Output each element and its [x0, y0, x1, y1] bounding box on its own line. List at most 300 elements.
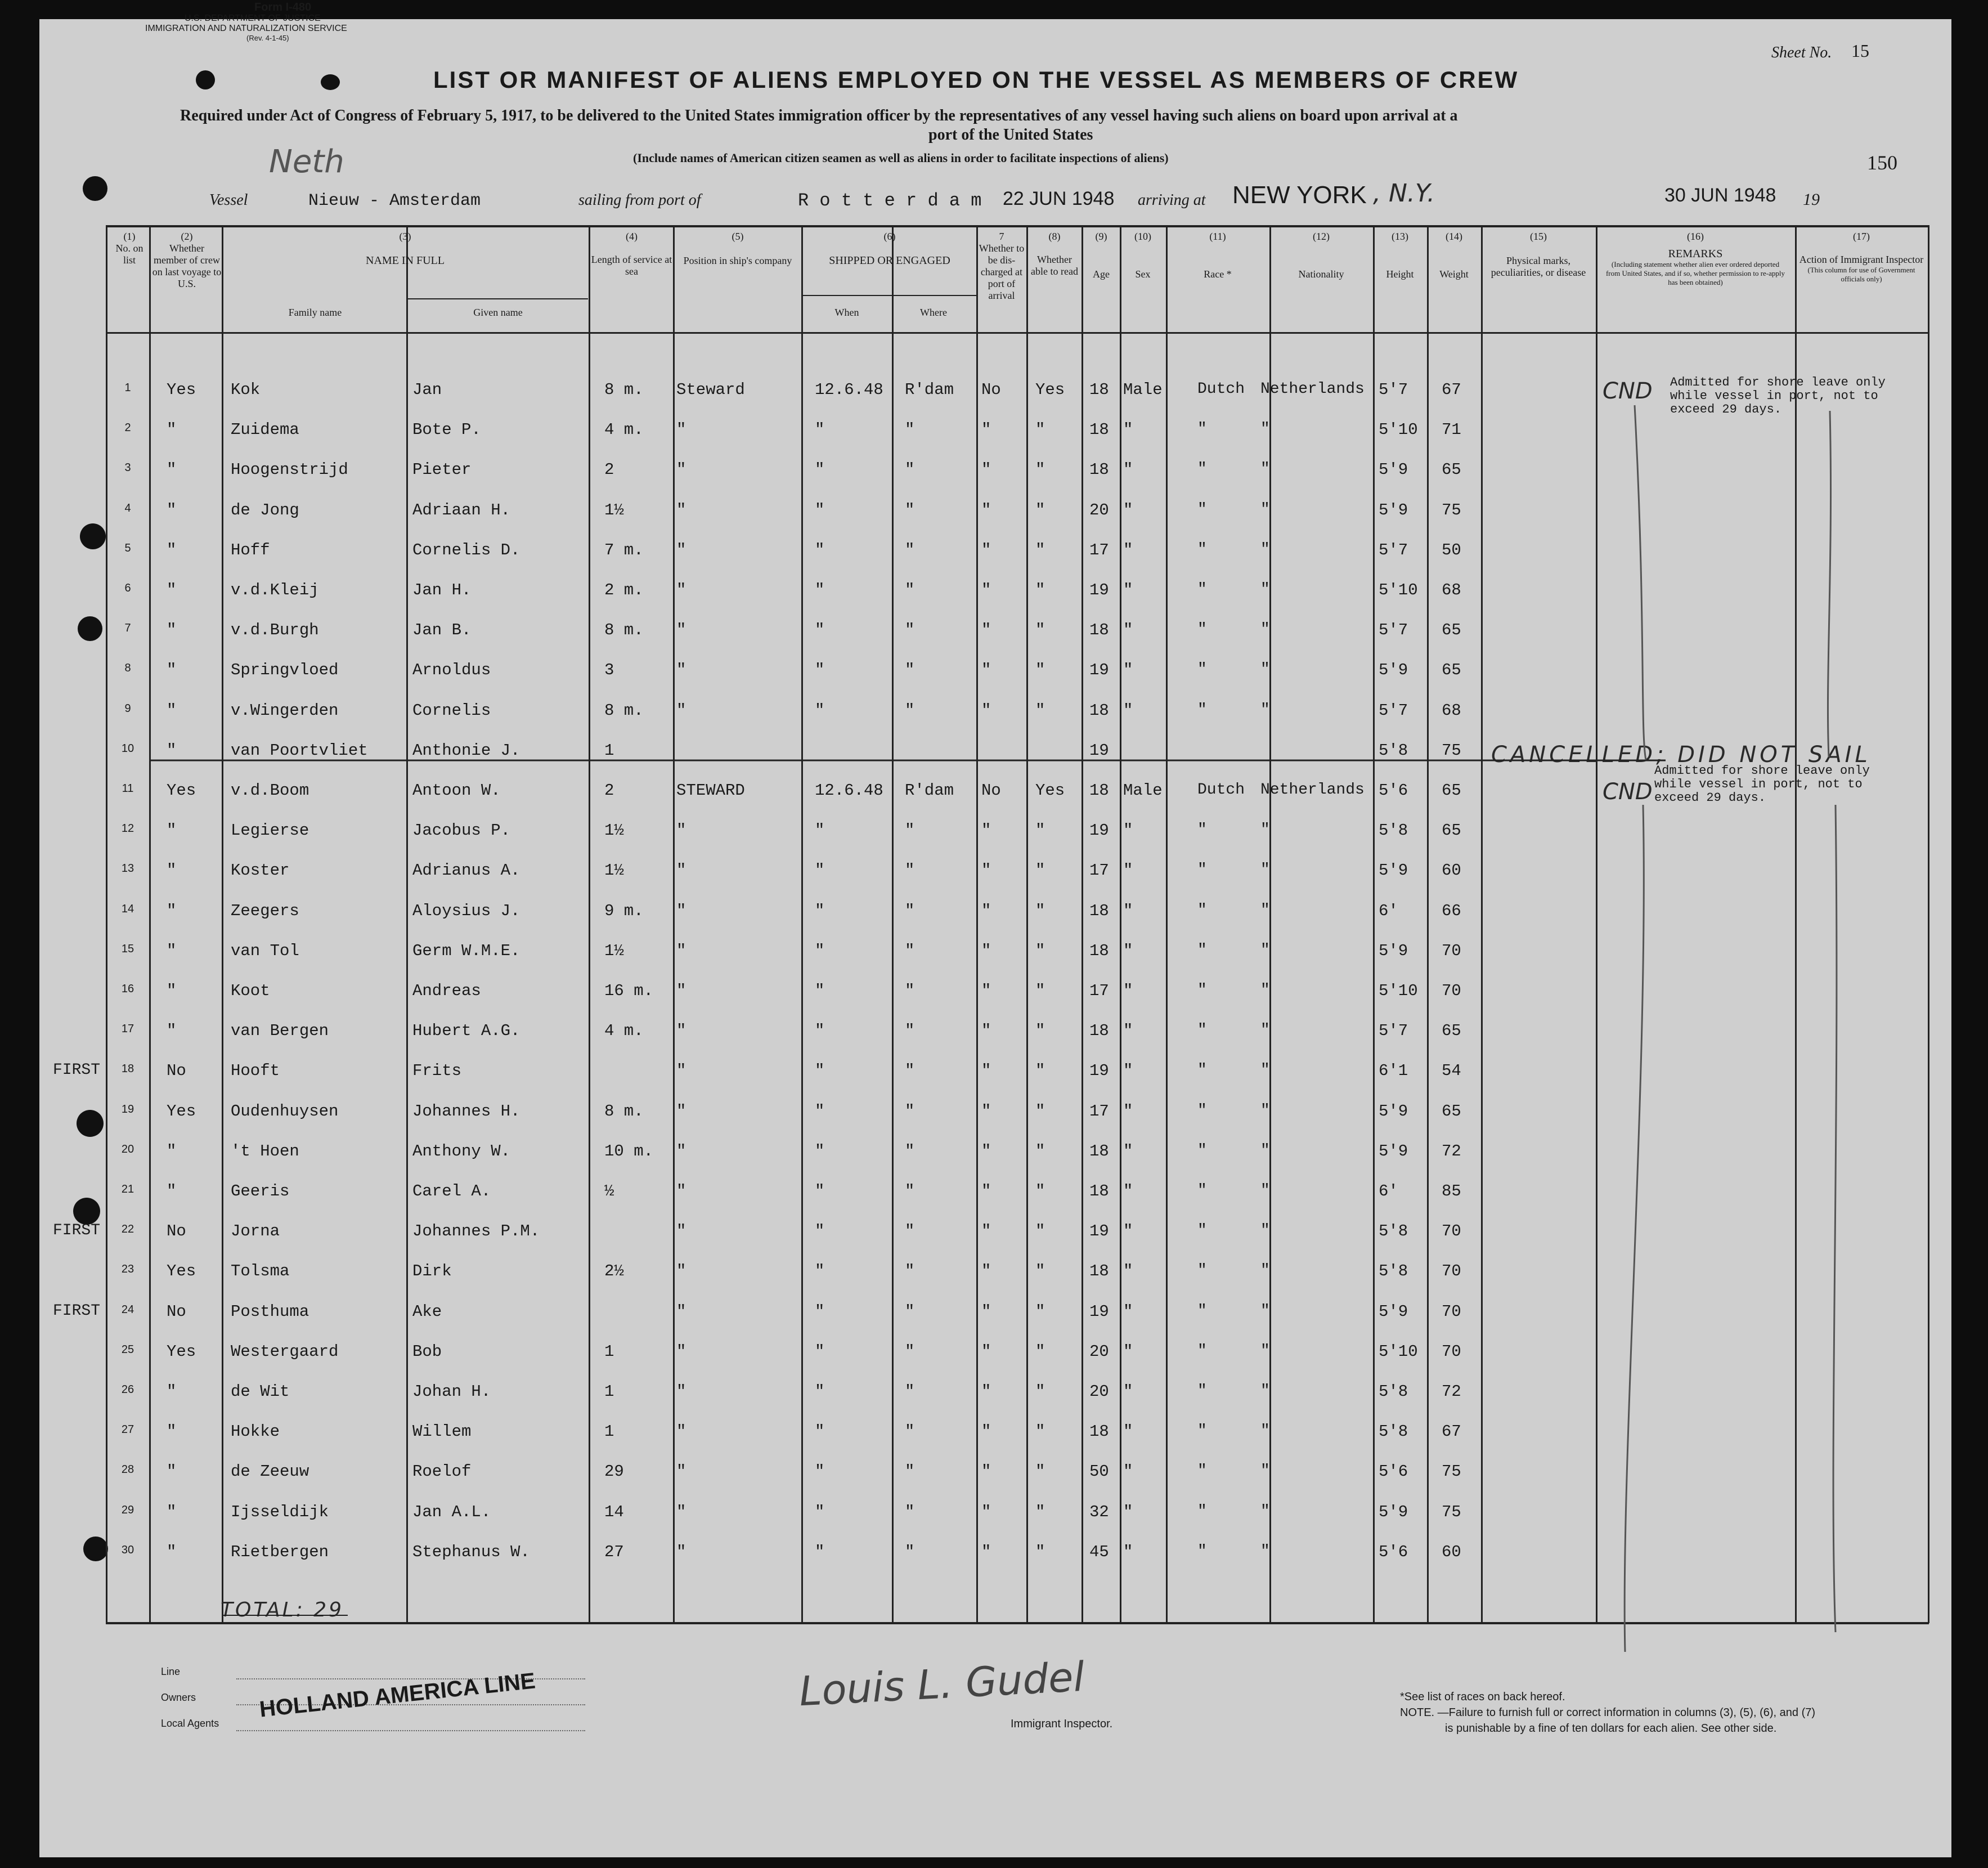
cell-age: 18 [1089, 1022, 1109, 1040]
row-number: 17 [121, 1023, 134, 1035]
cell-sex: " [1123, 1503, 1133, 1521]
cell-age: 19 [1089, 1061, 1109, 1080]
cell-nationality: " [1260, 861, 1270, 879]
cell-crew-last-voyage: Yes [167, 781, 196, 800]
col-11-header: (11) Race * [1204, 231, 1232, 280]
cell-able-to-read: " [1035, 1142, 1045, 1161]
cell-crew-last-voyage: " [167, 821, 177, 840]
cell-service-length: 1 [604, 1382, 614, 1401]
cell-shipped-when: " [815, 982, 825, 1000]
cell-given-name: Johannes P.M. [412, 1222, 540, 1240]
cell-shipped-when: " [815, 861, 825, 880]
when-header: When [834, 307, 859, 318]
cell-discharge: " [981, 1182, 991, 1200]
ditto-line [1833, 805, 1837, 1632]
cell-race: " [1197, 1462, 1207, 1480]
handwritten-mark: Neth [269, 144, 344, 180]
cell-shipped-where: " [905, 1262, 915, 1280]
cell-age: 19 [1089, 821, 1109, 840]
form-number: Form I-480 [254, 1, 312, 14]
cell-able-to-read: " [1035, 1182, 1045, 1200]
cell-service-length: 1 [604, 1422, 614, 1441]
cell-crew-last-voyage: " [167, 661, 177, 679]
cell-family-name: van Tol [231, 942, 299, 960]
cell-age: 32 [1089, 1503, 1109, 1521]
cell-position: " [676, 861, 686, 880]
cell-discharge: " [981, 942, 991, 960]
row-number: 30 [121, 1544, 134, 1556]
cell-discharge: " [981, 1422, 991, 1441]
cell-discharge: " [981, 1543, 991, 1561]
cell-age: 19 [1089, 1302, 1109, 1321]
first-trip-mark: FIRST [53, 1222, 101, 1239]
cell-family-name: Rietbergen [231, 1543, 329, 1561]
cell-discharge: " [981, 1382, 991, 1401]
inspector-signature: Louis L. Gudel [798, 1652, 1086, 1715]
cell-position: " [676, 581, 686, 599]
cell-crew-last-voyage: " [167, 741, 177, 760]
cell-shipped-when: " [815, 1543, 825, 1561]
cell-nationality: " [1260, 420, 1270, 438]
cell-crew-last-voyage: " [167, 701, 177, 720]
cell-age: 20 [1089, 1342, 1109, 1361]
cell-weight: 65 [1442, 460, 1461, 479]
cell-able-to-read: " [1035, 1262, 1045, 1280]
cell-discharge: " [981, 1302, 991, 1321]
cell-race: " [1197, 420, 1207, 438]
cell-age: 19 [1089, 661, 1109, 679]
cell-family-name: Posthuma [231, 1302, 309, 1321]
cell-position: " [676, 1022, 686, 1040]
cell-given-name: Andreas [412, 982, 481, 1000]
cell-height: 5'7 [1379, 701, 1408, 720]
cell-height: 5'7 [1379, 541, 1408, 559]
cell-race: " [1197, 1142, 1207, 1159]
cell-height: 5'9 [1379, 661, 1408, 679]
cell-sex: " [1123, 1022, 1133, 1040]
cell-service-length: 16 m. [604, 982, 654, 1000]
ditto-line [1624, 805, 1644, 1652]
cell-age: 17 [1089, 541, 1109, 559]
cell-race: " [1197, 821, 1207, 839]
cell-able-to-read: " [1035, 1102, 1045, 1121]
cell-discharge: " [981, 1342, 991, 1361]
cell-able-to-read: " [1035, 541, 1045, 559]
cell-service-length: 7 m. [604, 541, 644, 559]
cell-crew-last-voyage: Yes [167, 1102, 196, 1121]
cell-crew-last-voyage: " [167, 1503, 177, 1521]
cell-shipped-when: " [815, 621, 825, 639]
cell-race: " [1197, 621, 1207, 638]
cell-able-to-read: " [1035, 1022, 1045, 1040]
cell-shipped-where: " [905, 861, 915, 880]
cell-shipped-when: " [815, 1342, 825, 1361]
row-number: 14 [121, 903, 134, 915]
family-name-header: Family name [288, 307, 342, 318]
cell-able-to-read: " [1035, 1302, 1045, 1321]
cell-shipped-when: " [815, 1462, 825, 1481]
cell-sex: " [1123, 1182, 1133, 1200]
holland-america-stamp: HOLLAND AMERICA LINE [258, 1668, 537, 1722]
row-number: 24 [121, 1303, 134, 1316]
cell-shipped-where: " [905, 541, 915, 559]
cell-nationality: Netherlands [1260, 380, 1365, 398]
cell-height: 6' [1379, 1182, 1398, 1200]
cell-family-name: van Bergen [231, 1022, 329, 1040]
col-7-header: 7 Whether to be dis-charged at port of arrival [979, 231, 1025, 301]
cell-service-length: 8 m. [604, 380, 644, 399]
cell-able-to-read: Yes [1035, 380, 1065, 399]
cell-age: 18 [1089, 1422, 1109, 1441]
cell-weight: 75 [1442, 1462, 1461, 1481]
cell-race: " [1197, 942, 1207, 959]
cell-shipped-when: " [815, 701, 825, 720]
cell-crew-last-voyage: " [167, 861, 177, 880]
cell-family-name: Springvloed [231, 661, 339, 679]
cell-weight: 85 [1442, 1182, 1461, 1200]
cell-position: " [676, 661, 686, 679]
cell-service-length: 1½ [604, 861, 624, 880]
cell-given-name: Jan [412, 380, 442, 399]
cell-sex: " [1123, 701, 1133, 720]
cell-discharge: No [981, 781, 1001, 800]
cell-shipped-when: " [815, 1503, 825, 1521]
page-title: LIST OR MANIFEST OF ALIENS EMPLOYED ON THE VESSEL AS MEMBERS OF CREW [433, 66, 1519, 93]
cell-shipped-where: " [905, 1302, 915, 1321]
cell-family-name: de Zeeuw [231, 1462, 309, 1481]
cell-able-to-read: " [1035, 942, 1045, 960]
cell-able-to-read: " [1035, 1061, 1045, 1080]
shore-leave-remark-2: Admitted for shore leave only while vessel in port, not to exceed 29 days. [1654, 764, 1870, 805]
cell-age: 45 [1089, 1543, 1109, 1561]
agents-field [236, 1730, 585, 1731]
cell-discharge: " [981, 1061, 991, 1080]
cell-race: " [1197, 1022, 1207, 1039]
cell-family-name: de Jong [231, 501, 299, 519]
cell-nationality: " [1260, 1061, 1270, 1079]
cell-service-length: 2½ [604, 1262, 624, 1280]
row-number: 7 [124, 622, 131, 634]
cell-service-length: 8 m. [604, 1102, 644, 1121]
cell-family-name: de Wit [231, 1382, 290, 1401]
cell-weight: 70 [1442, 982, 1461, 1000]
cell-age: 18 [1089, 942, 1109, 960]
cell-sex: " [1123, 902, 1133, 920]
cell-given-name: Cornelis [412, 701, 491, 720]
cell-age: 17 [1089, 1102, 1109, 1121]
cell-able-to-read: " [1035, 982, 1045, 1000]
cell-position: STEWARD [676, 781, 745, 800]
cell-position: " [676, 1182, 686, 1200]
cell-crew-last-voyage: Yes [167, 1262, 196, 1280]
cell-shipped-when: " [815, 460, 825, 479]
cell-age: 17 [1089, 982, 1109, 1000]
cell-weight: 65 [1442, 1102, 1461, 1121]
cell-nationality: " [1260, 1503, 1270, 1520]
cell-age: 18 [1089, 1262, 1109, 1280]
cell-position: " [676, 1382, 686, 1401]
cell-sex: " [1123, 1302, 1133, 1321]
cell-height: 5'8 [1379, 1222, 1408, 1240]
cell-able-to-read: " [1035, 621, 1045, 639]
cell-shipped-where: " [905, 982, 915, 1000]
cell-sex: " [1123, 661, 1133, 679]
cell-nationality: " [1260, 1142, 1270, 1159]
cell-crew-last-voyage: " [167, 1382, 177, 1401]
cell-given-name: Germ W.M.E. [412, 942, 520, 960]
cell-weight: 70 [1442, 1262, 1461, 1280]
cell-family-name: Hoff [231, 541, 270, 559]
col-16-header: (16) REMARKS (Including statement whether alien ever ordered deported from United States, and if so, whether permission to re-apply has been obtained) [1605, 231, 1785, 286]
cell-crew-last-voyage: " [167, 460, 177, 479]
cell-crew-last-voyage: " [167, 942, 177, 960]
cell-height: 5'8 [1379, 1382, 1408, 1401]
col-3-header: (3) NAME IN FULL [366, 231, 445, 267]
cell-race: " [1197, 861, 1207, 879]
cell-sex: " [1123, 1061, 1133, 1080]
cell-height: 5'6 [1379, 781, 1408, 800]
cell-family-name: Ijsseldijk [231, 1503, 329, 1521]
cell-weight: 67 [1442, 380, 1461, 399]
cell-given-name: Jan H. [412, 581, 472, 599]
cell-sex: " [1123, 1222, 1133, 1240]
cell-family-name: Geeris [231, 1182, 290, 1200]
cell-family-name: Oudenhuysen [231, 1102, 339, 1121]
cell-crew-last-voyage: " [167, 1142, 177, 1161]
cell-weight: 60 [1442, 861, 1461, 880]
row-number: 16 [121, 983, 134, 995]
cell-race: " [1197, 1382, 1207, 1400]
cell-nationality: " [1260, 1182, 1270, 1199]
cell-able-to-read: " [1035, 701, 1045, 720]
cell-height: 5'6 [1379, 1543, 1408, 1561]
row-number: 20 [121, 1143, 134, 1155]
cell-height: 6' [1379, 902, 1398, 920]
cell-weight: 65 [1442, 621, 1461, 639]
row-number: 3 [124, 462, 131, 474]
cell-nationality: " [1260, 1102, 1270, 1119]
cell-service-length: 1½ [604, 942, 624, 960]
cell-able-to-read: " [1035, 902, 1045, 920]
cell-race: Dutch [1197, 781, 1245, 799]
cell-nationality: " [1260, 1543, 1270, 1560]
cell-service-length: 8 m. [604, 701, 644, 720]
row-number: 12 [121, 822, 134, 835]
cell-weight: 65 [1442, 1022, 1461, 1040]
cell-height: 5'8 [1379, 821, 1408, 840]
cell-nationality: " [1260, 621, 1270, 638]
cell-discharge: " [981, 902, 991, 920]
cell-position: " [676, 420, 686, 439]
cell-age: 18 [1089, 1182, 1109, 1200]
cell-given-name: Hubert A.G. [412, 1022, 520, 1040]
cell-weight: 75 [1442, 1503, 1461, 1521]
cell-weight: 72 [1442, 1382, 1461, 1401]
cell-position: " [676, 1462, 686, 1481]
cell-race: " [1197, 902, 1207, 919]
cell-age: 18 [1089, 1142, 1109, 1161]
cell-weight: 70 [1442, 1302, 1461, 1321]
row-number: 11 [122, 782, 134, 795]
arrival-date: 30 JUN 1948 [1664, 185, 1776, 206]
cell-height: 5'7 [1379, 621, 1408, 639]
cell-shipped-where: " [905, 1061, 915, 1080]
cell-weight: 54 [1442, 1061, 1461, 1080]
cell-given-name: Anthonie J. [412, 741, 520, 760]
cell-shipped-when: " [815, 1022, 825, 1040]
cell-age: 20 [1089, 501, 1109, 519]
cell-nationality: " [1260, 982, 1270, 999]
cell-height: 5'9 [1379, 1302, 1408, 1321]
cell-shipped-where: " [905, 1503, 915, 1521]
cell-weight: 75 [1442, 741, 1461, 760]
cell-family-name: Kok [231, 380, 261, 399]
cell-weight: 68 [1442, 581, 1461, 599]
cell-shipped-where: " [905, 621, 915, 639]
cell-height: 5'9 [1379, 501, 1408, 519]
cell-age: 19 [1089, 1222, 1109, 1240]
cell-family-name: Legierse [231, 821, 309, 840]
cell-shipped-when: " [815, 1142, 825, 1161]
cell-weight: 71 [1442, 420, 1461, 439]
cell-given-name: Cornelis D. [412, 541, 520, 559]
cell-given-name: Arnoldus [412, 661, 491, 679]
cell-weight: 65 [1442, 821, 1461, 840]
cell-shipped-where: " [905, 1543, 915, 1561]
cell-sex: " [1123, 1382, 1133, 1401]
cell-age: 18 [1089, 701, 1109, 720]
cell-shipped-where: R'dam [905, 781, 954, 800]
cell-position: " [676, 1342, 686, 1361]
cell-height: 5'9 [1379, 861, 1408, 880]
cell-crew-last-voyage: Yes [167, 380, 196, 399]
department-label: U.S. DEPARTMENT OF JUSTICE [185, 14, 321, 23]
cell-given-name: Dirk [412, 1262, 452, 1280]
col-14-header: (14) Weight [1439, 231, 1469, 280]
row-number: 13 [121, 862, 134, 875]
cell-family-name: Koot [231, 982, 270, 1000]
cell-discharge: " [981, 460, 991, 479]
cell-sex: " [1123, 942, 1133, 960]
cell-service-length: 1 [604, 741, 614, 760]
cell-height: 5'6 [1379, 1462, 1408, 1481]
cell-shipped-when: " [815, 1382, 825, 1401]
cell-height: 5'9 [1379, 1142, 1408, 1161]
cell-position: " [676, 1061, 686, 1080]
cell-position: " [676, 1262, 686, 1280]
row-number: 29 [121, 1504, 134, 1516]
cell-able-to-read: " [1035, 821, 1045, 840]
cell-age: 20 [1089, 1382, 1109, 1401]
cell-shipped-where: " [905, 1342, 915, 1361]
cell-height: 5'10 [1379, 1342, 1418, 1361]
cell-discharge: No [981, 380, 1001, 399]
col-17-header: (17) Action of Immigrant Inspector (This column for use of Government officials only) [1799, 231, 1924, 283]
cell-age: 19 [1089, 581, 1109, 599]
cell-family-name: Zuidema [231, 420, 299, 439]
cell-nationality: " [1260, 701, 1270, 719]
cell-able-to-read: " [1035, 1462, 1045, 1481]
cell-race: " [1197, 1543, 1207, 1560]
cell-given-name: Stephanus W. [412, 1543, 530, 1561]
cell-family-name: van Poortvliet [231, 741, 368, 760]
cell-sex: " [1123, 1142, 1133, 1161]
row-number: 21 [121, 1183, 134, 1195]
cell-able-to-read: " [1035, 861, 1045, 880]
cell-race: " [1197, 1262, 1207, 1279]
col-12-header: (12) Nationality [1298, 231, 1344, 280]
col-15-header: (15) Physical marks, peculiarities, or disease [1491, 231, 1586, 278]
where-header: Where [920, 307, 947, 318]
page-number: 150 [1867, 151, 1897, 174]
cell-shipped-where: " [905, 821, 915, 840]
cell-discharge: " [981, 701, 991, 720]
cell-crew-last-voyage: " [167, 1462, 177, 1481]
cell-discharge: " [981, 501, 991, 519]
cell-sex: " [1123, 420, 1133, 439]
cell-discharge: " [981, 982, 991, 1000]
cell-able-to-read: " [1035, 1382, 1045, 1401]
col-13-header: (13) Height [1386, 231, 1414, 280]
cell-crew-last-voyage: " [167, 420, 177, 439]
cell-race: " [1197, 1102, 1207, 1119]
cell-sex: " [1123, 861, 1133, 880]
fine-note-1: NOTE. —Failure to furnish full or correct information in columns (3), (5), (6), and (7) [1400, 1706, 1816, 1719]
row-number: 1 [124, 382, 131, 394]
cell-sex: " [1123, 501, 1133, 519]
cell-position: " [676, 902, 686, 920]
cell-height: 5'9 [1379, 942, 1408, 960]
row-number: 26 [121, 1383, 134, 1396]
cell-weight: 67 [1442, 1422, 1461, 1441]
cell-service-length: 1½ [604, 821, 624, 840]
cell-race: " [1197, 1422, 1207, 1440]
cell-shipped-where: " [905, 460, 915, 479]
cell-height: 5'8 [1379, 1262, 1408, 1280]
cell-position: Steward [676, 380, 745, 399]
cell-position: " [676, 1422, 686, 1441]
cell-weight: 68 [1442, 701, 1461, 720]
col-9-header: (9) Age [1093, 231, 1110, 280]
cell-weight: 60 [1442, 1543, 1461, 1561]
cell-family-name: v.d.Boom [231, 781, 309, 800]
cell-age: 18 [1089, 621, 1109, 639]
row-number: 18 [121, 1063, 134, 1075]
col-5-header: (5) Position in ship's company [683, 231, 792, 266]
cell-height: 5'9 [1379, 1503, 1408, 1521]
cell-sex: " [1123, 541, 1133, 559]
cell-shipped-when: " [815, 1302, 825, 1321]
revision-label: (Rev. 4-1-45) [246, 34, 289, 42]
cnd-annotation-2: CND [1603, 779, 1653, 805]
cell-family-name: Hooft [231, 1061, 280, 1080]
col-10-header: (10) Sex [1134, 231, 1151, 280]
cell-sex: " [1123, 821, 1133, 840]
owners-label: Owners [161, 1692, 196, 1703]
cell-family-name: 't Hoen [231, 1142, 299, 1161]
cell-able-to-read: " [1035, 581, 1045, 599]
cell-family-name: Tolsma [231, 1262, 290, 1280]
cell-crew-last-voyage: No [167, 1061, 186, 1080]
cell-service-length: 27 [604, 1543, 624, 1561]
cell-age: 19 [1089, 741, 1109, 760]
cell-family-name: Hokke [231, 1422, 280, 1441]
cell-shipped-when: " [815, 942, 825, 960]
cell-position: " [676, 501, 686, 519]
cell-given-name: Adriaan H. [412, 501, 511, 519]
cell-race: " [1197, 1503, 1207, 1520]
cell-race: " [1197, 661, 1207, 678]
